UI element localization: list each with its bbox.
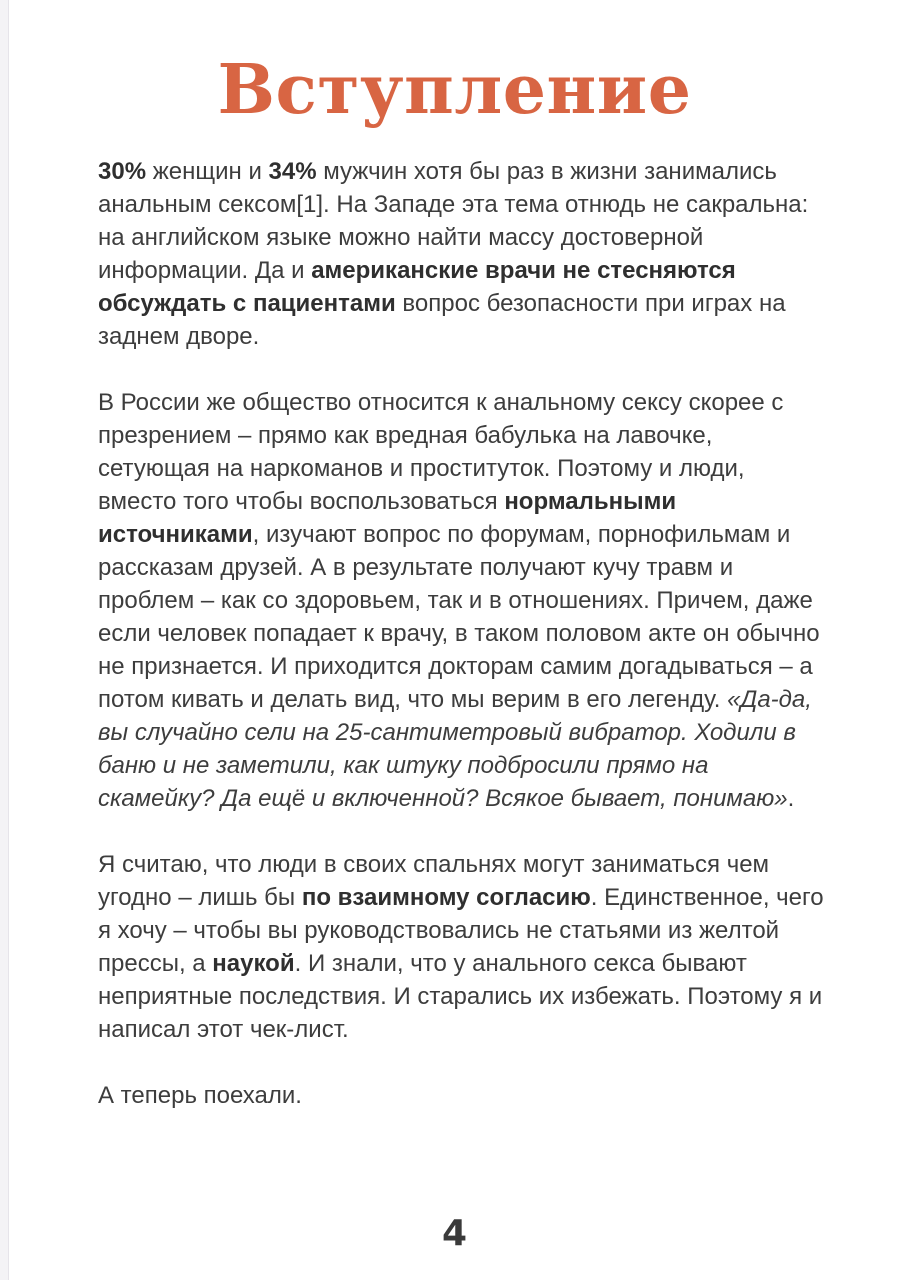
text-segment: . Единственное, чего я хочу – чтобы вы руководствовались не статьями из желтой прессы, а — [98, 884, 824, 977]
emphasis-science: наукой — [212, 950, 295, 977]
emphasis-mutual-consent: по взаимному согласию — [301, 884, 591, 911]
document-page — [8, 0, 899, 1280]
stat-men-percent: 34% — [268, 158, 317, 185]
page-number: 4 — [441, 1213, 468, 1254]
text-segment: В России же общество относится к анальному сексу скорее с презрением – прямо как вредная бабулька на лавочке, сетующая на наркоманов и проституток. Поэтому и люди, вместо того чтобы воспользоваться — [98, 389, 784, 515]
paragraph-author-opinion — [98, 848, 826, 1046]
body-text — [98, 155, 826, 1145]
paragraph-statistics — [98, 155, 826, 353]
text-segment: мужчин хотя бы раз в жизни занимались анальным сексом[1]. На Западе эта тема отнюдь не сакральна: на английском языке можно найти массу достоверной информации. Да и — [98, 158, 809, 284]
emphasis-normal-sources: нормальными источниками — [98, 488, 677, 548]
text-segment: А теперь поехали. — [98, 1082, 302, 1109]
emphasis-american-doctors: американские врачи не стесняются обсуждать с пациентами — [98, 257, 736, 317]
quote-italic: «Да-да, вы случайно сели на 25-сантиметровый вибратор. Ходили в баню и не заметили, как штуку подбросили прямо на скамейку? Да ещё и включенной? Всякое бывает, понимаю» — [98, 686, 812, 812]
stat-women-percent: 30% — [98, 158, 147, 185]
paragraph-closing — [98, 1079, 826, 1112]
text-segment: женщин и — [146, 158, 269, 185]
text-segment: . И знали, что у анального секса бывают неприятные последствия. И старались их избежать. Поэтому я и написал этот чек-лист. — [98, 950, 823, 1043]
text-segment: вопрос безопасности при играх на заднем дворе. — [98, 290, 786, 350]
text-segment: Я считаю, что люди в своих спальнях могут заниматься чем угодно – лишь бы — [98, 851, 770, 911]
text-segment: , изучают вопрос по форумам, порнофильмам и рассказам друзей. А в результате получают кучу травм и проблем – как со здоровьем, так и в отношениях. Причем, даже если человек попадает к врачу, в таком половом акте он обычно не признается. И приходится докторам самим догадываться – а потом кивать и делать вид, что мы верим в его легенду. — [98, 521, 820, 713]
page-title: Вступление — [217, 50, 692, 130]
text-segment: . — [787, 785, 795, 812]
paragraph-russia — [98, 386, 826, 815]
